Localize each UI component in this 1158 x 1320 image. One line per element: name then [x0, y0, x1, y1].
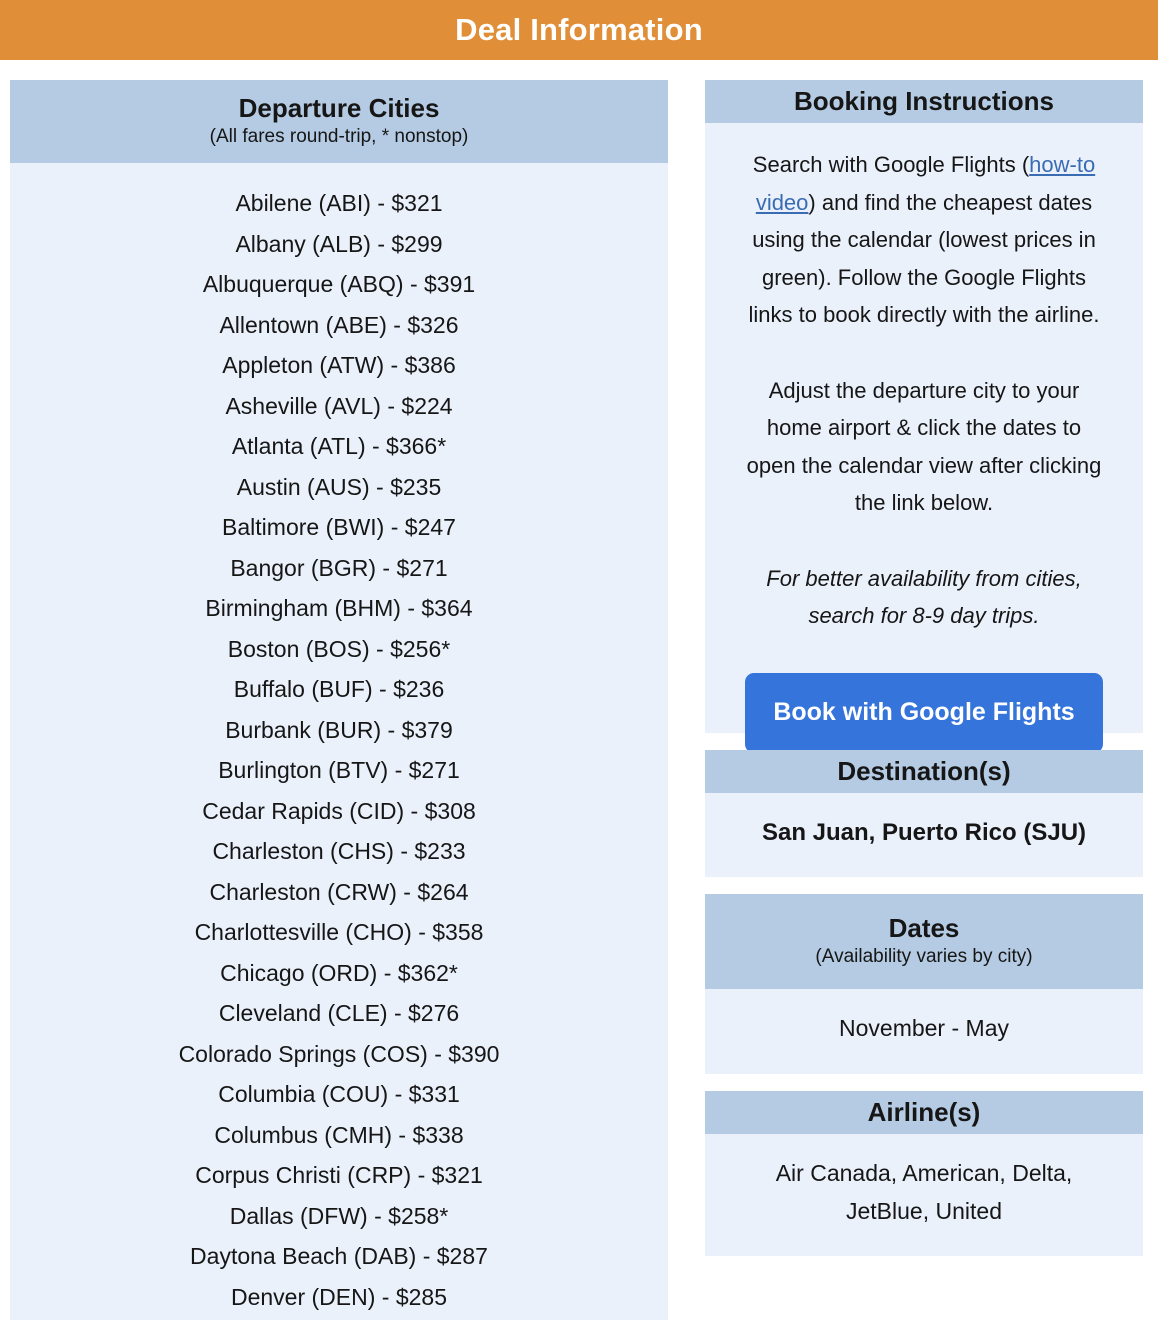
booking-paragraph-1 [745, 146, 1103, 334]
departure-cities-panel [10, 80, 668, 1320]
city-fare-item: Bangor (BGR) - $271 [230, 554, 448, 581]
booking-availability-note: For better availability from cities, search for 8-9 day trips. [766, 565, 1082, 628]
city-fare-item: Columbia (COU) - $331 [218, 1081, 460, 1107]
city-fare-item: Austin (AUS) - $235 [236, 473, 442, 500]
airlines-panel [705, 1091, 1143, 1256]
city-fare-item: Cedar Rapids (CID) - $308 [202, 797, 476, 824]
destination-panel [705, 750, 1143, 877]
booking-instructions-title: Booking Instructions [794, 86, 1054, 117]
city-fare-item: Atlanta (ATL) - $366* [231, 433, 447, 459]
page-title: Deal Information [455, 12, 703, 47]
dates-title: Dates [888, 912, 960, 943]
city-fare-item: Buffalo (BUF) - $236 [233, 676, 445, 702]
book-google-flights-button[interactable]: Book with Google Flights [745, 673, 1103, 753]
city-fare-item: Columbus (CMH) - $338 [214, 1121, 464, 1148]
airlines-value: Air Canada, American, Delta, JetBlue, United [705, 1134, 1143, 1256]
booking-paragraph-1-after-link: ) and find the cheapest dates using the calendar (lowest prices in green). Follow the Google Flights links to book directly with the airline. [748, 189, 1100, 327]
city-fare-item: Baltimore (BWI) - $247 [222, 514, 456, 540]
right-column [705, 80, 1143, 1273]
city-fare-item: Charleston (CHS) - $233 [212, 838, 466, 864]
departure-cities-header [10, 80, 668, 163]
city-fare-item: Burbank (BUR) - $379 [225, 716, 453, 743]
dates-value: November - May [705, 989, 1143, 1074]
airlines-title: Airline(s) [867, 1097, 981, 1128]
departure-cities-list [10, 163, 668, 1320]
booking-instructions-body [705, 123, 1143, 733]
page-header [0, 0, 1158, 60]
city-fare-item: Dallas (DFW) - $258* [229, 1202, 449, 1229]
departure-cities-title: Departure Cities [238, 92, 440, 123]
city-fare-item: Charleston (CRW) - $264 [209, 878, 469, 905]
city-fare-item: Denver (DEN) - $285 [230, 1283, 448, 1310]
city-fare-item: Corpus Christi (CRP) - $321 [195, 1162, 483, 1188]
airlines-header [705, 1091, 1143, 1134]
booking-paragraph-1-before-link: Search with Google Flights ( [752, 152, 1030, 177]
city-fare-item: Asheville (AVL) - $224 [225, 392, 453, 419]
city-fare-item: Abilene (ABI) - $321 [235, 190, 443, 216]
city-fare-item: Boston (BOS) - $256* [227, 635, 451, 662]
city-fare-item: Allentown (ABE) - $326 [219, 311, 459, 338]
departure-cities-subtitle: (All fares round-trip, * nonstop) [209, 126, 469, 148]
city-fare-item: Charlottesville (CHO) - $358 [194, 919, 484, 945]
city-fare-item: Burlington (BTV) - $271 [218, 757, 460, 783]
destination-value: San Juan, Puerto Rico (SJU) [705, 793, 1143, 877]
booking-instructions-panel [705, 80, 1143, 733]
booking-instructions-header [705, 80, 1143, 123]
city-fare-item: Birmingham (BHM) - $364 [205, 595, 473, 621]
destination-header [705, 750, 1143, 793]
content-columns [0, 60, 1158, 1320]
city-fare-item: Daytona Beach (DAB) - $287 [190, 1243, 488, 1269]
city-fare-item: Chicago (ORD) - $362* [220, 959, 458, 986]
city-fare-item: Cleveland (CLE) - $276 [218, 1000, 460, 1026]
city-fare-item: Colorado Springs (COS) - $390 [178, 1040, 500, 1067]
booking-paragraph-2: Adjust the departure city to your home airport & click the dates to open the calendar view after clicking the link below. [746, 377, 1102, 515]
dates-subtitle: (Availability varies by city) [815, 946, 1033, 968]
destination-title: Destination(s) [837, 756, 1011, 787]
dates-header [705, 894, 1143, 989]
how-to-video-link[interactable]: how-to video [755, 152, 1096, 215]
city-fare-item: Albuquerque (ABQ) - $391 [202, 271, 476, 297]
city-fare-item: Albany (ALB) - $299 [235, 230, 443, 257]
city-fare-item: Appleton (ATW) - $386 [222, 352, 456, 378]
dates-panel [705, 894, 1143, 1074]
